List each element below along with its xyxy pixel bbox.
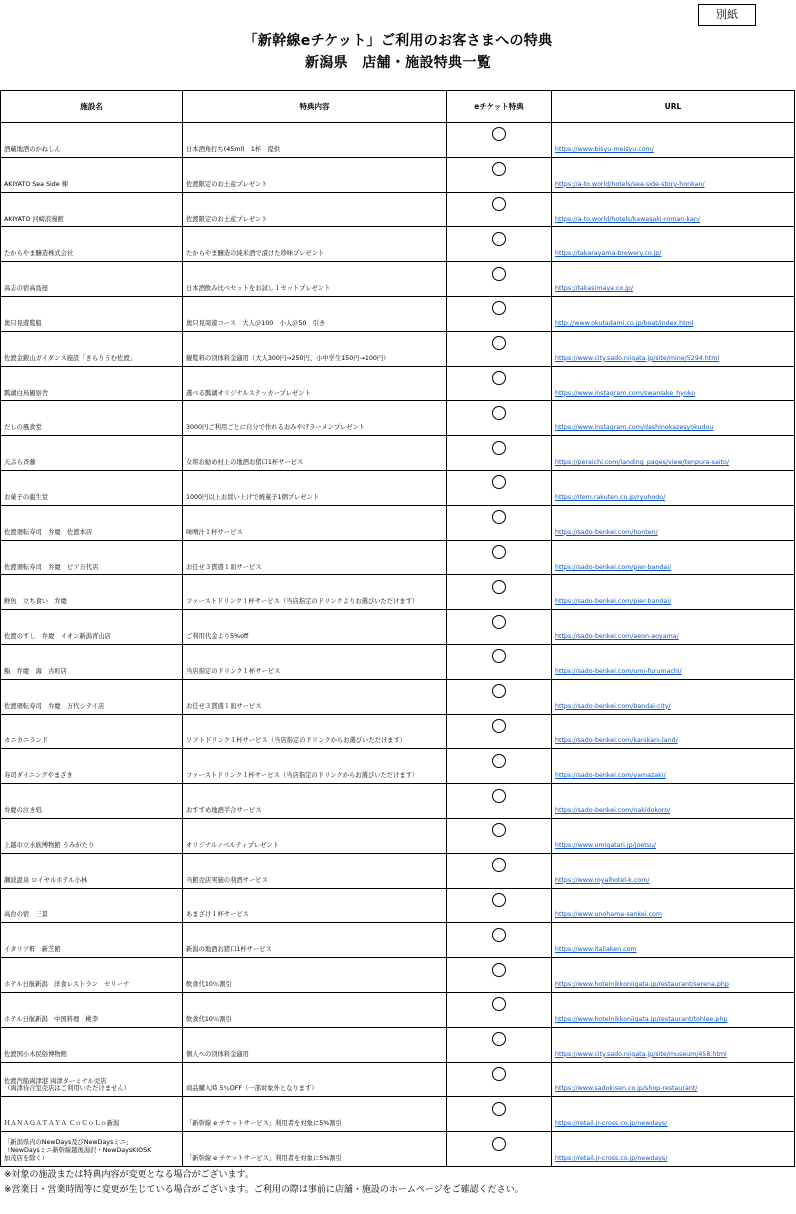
eticket-cell — [447, 853, 552, 888]
table-row — [1, 784, 795, 819]
table-row — [1, 1097, 795, 1132]
benefit-cell: 女将お勧め村上の地酒お猪口1杯サービス — [183, 436, 447, 471]
note-line: ※対象の施設または特典内容が変更となる場合がございます。 — [4, 1170, 254, 1180]
table-row — [1, 1027, 795, 1062]
table-row — [1, 679, 795, 714]
eticket-cell — [447, 714, 552, 749]
header-benefit: 特典内容 — [183, 91, 447, 123]
eticket-cell — [447, 958, 552, 993]
facility-cell: 瀬波温泉 ロイヤルホテル小林 — [1, 853, 183, 888]
eticket-cell — [447, 575, 552, 610]
facility-cell: 酒蔵地酒のかねしん — [1, 123, 183, 158]
benefit-cell: 「新幹線 e チケットサービス」利用者を対象に5%割引 — [183, 1097, 447, 1132]
eticket-cell — [447, 262, 552, 297]
benefit-cell: 「新幹線 e チケットサービス」利用者を対象に5%割引 — [183, 1132, 447, 1167]
url-link[interactable]: https://www.city.sado.niigata.jp/site/mine/5294.html — [552, 331, 795, 366]
facility-cell: 鮮魚 立ち食い 弁慶 — [1, 575, 183, 610]
benefit-cell: 飲食代10％割引 — [183, 958, 447, 993]
circle-mark-icon — [492, 545, 506, 559]
circle-mark-icon — [492, 510, 506, 524]
table-row — [1, 436, 795, 471]
circle-mark-icon — [492, 789, 506, 803]
circle-mark-icon — [492, 162, 506, 176]
url-link[interactable]: https://retail.jr-cross.co.jp/newdays/ — [552, 1097, 795, 1132]
url-link[interactable]: https://www.unohama-sankei.com — [552, 888, 795, 923]
table-row — [1, 401, 795, 436]
url-link[interactable]: https://www.royalhotel-k.com/ — [552, 853, 795, 888]
url-link[interactable]: https://retail.jr-cross.co.jp/newdays/ — [552, 1132, 795, 1167]
table-row — [1, 123, 795, 158]
facility-cell: 弁慶の泣き処 — [1, 784, 183, 819]
facility-cell: AKIYATO 河崎浪漫館 — [1, 192, 183, 227]
circle-mark-icon — [492, 754, 506, 768]
table-row — [1, 610, 795, 645]
facility-cell: ＨＡＮＡＧＡＴＡＹＡ ＣｏＣｏＬｏ新潟 — [1, 1097, 183, 1132]
table-row — [1, 366, 795, 401]
eticket-cell — [447, 679, 552, 714]
circle-mark-icon — [492, 997, 506, 1011]
table-row — [1, 575, 795, 610]
eticket-cell — [447, 1097, 552, 1132]
annex-badge: 別紙 — [698, 4, 756, 26]
circle-mark-icon — [492, 893, 506, 907]
benefit-cell: たからやま醸造の純米酒で漬けた珍味プレゼント — [183, 227, 447, 262]
eticket-cell — [447, 644, 552, 679]
circle-mark-icon — [492, 197, 506, 211]
benefit-cell: お任せ３貫盛１皿サービス — [183, 679, 447, 714]
benefit-cell: 当館売店実施の利酒サービス — [183, 853, 447, 888]
header-url: URL — [552, 91, 795, 123]
circle-mark-icon — [492, 406, 506, 420]
notes — [4, 1168, 524, 1198]
header-eticket: eチケット特典 — [447, 91, 552, 123]
eticket-cell — [447, 505, 552, 540]
table-row — [1, 331, 795, 366]
facility-cell: 「新潟県内のNewDays及びNewDaysミニ」 （NewDaysミニ新幹線越後湯沢・NewDaysKIOSK 加茂店を除く） — [1, 1132, 183, 1167]
table-row — [1, 227, 795, 262]
table-row — [1, 1132, 795, 1167]
benefits-table — [0, 90, 795, 1167]
facility-cell: 上越市立水族博物館 うみがたり — [1, 818, 183, 853]
table-row — [1, 714, 795, 749]
eticket-cell — [447, 749, 552, 784]
url-link[interactable]: https://sado-benkei.com/pier-bandai/ — [552, 540, 795, 575]
benefit-cell: 味噌汁１杯サービス — [183, 505, 447, 540]
circle-mark-icon — [492, 928, 506, 942]
table-row — [1, 505, 795, 540]
benefit-cell: 日本酒飲み比べセットをお試し１セットプレゼント — [183, 262, 447, 297]
eticket-cell — [447, 436, 552, 471]
table-row — [1, 644, 795, 679]
circle-mark-icon — [492, 475, 506, 489]
circle-mark-icon — [492, 1032, 506, 1046]
url-link[interactable]: https://www.instagram.com/swanlake_hyoko — [552, 366, 795, 401]
eticket-cell — [447, 540, 552, 575]
table-row — [1, 818, 795, 853]
circle-mark-icon — [492, 649, 506, 663]
eticket-cell — [447, 1062, 552, 1097]
benefit-cell: 飲食代10％割引 — [183, 992, 447, 1027]
url-link[interactable]: https://sado-benkei.com/honten/ — [552, 505, 795, 540]
facility-cell: 佐渡国小木民俗博物館 — [1, 1027, 183, 1062]
page-subtitle: 新潟県 店舗・施設特典一覧 — [305, 55, 491, 71]
facility-cell: 佐渡廻転寿司 弁慶 佐渡本店 — [1, 505, 183, 540]
circle-mark-icon — [492, 336, 506, 350]
eticket-cell — [447, 227, 552, 262]
circle-mark-icon — [492, 267, 506, 281]
circle-mark-icon — [492, 963, 506, 977]
facility-cell: 天ぷら斉藤 — [1, 436, 183, 471]
url-link[interactable]: https://sado-benkei.com/umi-furumachi/ — [552, 644, 795, 679]
circle-mark-icon — [492, 1102, 506, 1116]
eticket-cell — [447, 366, 552, 401]
eticket-cell — [447, 470, 552, 505]
table-row — [1, 958, 795, 993]
circle-mark-icon — [492, 301, 506, 315]
eticket-cell — [447, 296, 552, 331]
facility-cell: 高台の宿 三景 — [1, 888, 183, 923]
facility-cell: たからやま醸造株式会社 — [1, 227, 183, 262]
circle-mark-icon — [492, 823, 506, 837]
table-row — [1, 157, 795, 192]
facility-cell: カニカニランド — [1, 714, 183, 749]
benefit-cell: 選べる瓢湖オリジナルステッカープレゼント — [183, 366, 447, 401]
eticket-cell — [447, 610, 552, 645]
page-title: 「新幹線eチケット」ご利用のお客さまへの特典 — [243, 33, 553, 49]
benefit-cell: 観覧料の団体料金適用（大人300円→250円、小中学生150円→100円） — [183, 331, 447, 366]
circle-mark-icon — [492, 371, 506, 385]
header-facility: 施設名 — [1, 91, 183, 123]
facility-cell: イタリア軒 新芝館 — [1, 923, 183, 958]
url-link[interactable]: https://www.hotelnikkoniigata.jp/restaurant/tohlee.php — [552, 992, 795, 1027]
table-row — [1, 992, 795, 1027]
url-link[interactable]: https://item.rakuten.co.jp/ryuhodo/ — [552, 470, 795, 505]
benefit-cell: 個人への団体料金適用 — [183, 1027, 447, 1062]
table-row — [1, 749, 795, 784]
eticket-cell — [447, 123, 552, 158]
facility-cell: ホテル日航新潟 洋食レストラン セリーナ — [1, 958, 183, 993]
eticket-cell — [447, 157, 552, 192]
url-link[interactable]: https://takasimaya.co.jp/ — [552, 262, 795, 297]
circle-mark-icon — [492, 441, 506, 455]
benefit-cell: 1000円以上お買い上げで焼菓子1個プレゼント — [183, 470, 447, 505]
circle-mark-icon — [492, 232, 506, 246]
eticket-cell — [447, 992, 552, 1027]
benefit-cell: 当店指定のドリンク１杯サービス — [183, 644, 447, 679]
facility-cell: ホテル日航新潟 中国料理 桃李 — [1, 992, 183, 1027]
table-row — [1, 470, 795, 505]
benefit-cell: 日本酒角打ち(45ml) 1杯 提供 — [183, 123, 447, 158]
circle-mark-icon — [492, 684, 506, 698]
url-link[interactable]: https://sado-benkei.com/aeon-aoyama/ — [552, 610, 795, 645]
eticket-cell — [447, 923, 552, 958]
url-link[interactable]: https://www.instagram.com/dashinokazesyokudou — [552, 401, 795, 436]
circle-mark-icon — [492, 127, 506, 141]
benefit-cell: ファーストドリンク１杯サービス（当店指定のドリンクよりお選びいただけます） — [183, 575, 447, 610]
url-link[interactable]: https://peraichi.com/landing_pages/view/tenpura-saito/ — [552, 436, 795, 471]
benefit-cell: 商品購入時 5％OFF（一部対象外となります） — [183, 1062, 447, 1097]
facility-cell: 瓢湖白鳥観察舎 — [1, 366, 183, 401]
benefit-cell: お任せ３貫盛１皿サービス — [183, 540, 447, 575]
url-link[interactable]: https://takarayama-brewery.co.jp/ — [552, 227, 795, 262]
url-link[interactable]: https://sado-benkei.com/nakidokoro/ — [552, 784, 795, 819]
benefit-cell: あまざけ１杯サービス — [183, 888, 447, 923]
url-link[interactable]: https://www.italiaken.com — [552, 923, 795, 958]
url-link[interactable]: https://sado-benkei.com/yamazaki/ — [552, 749, 795, 784]
table-row — [1, 540, 795, 575]
eticket-cell — [447, 1027, 552, 1062]
benefit-cell: オリジナルノベルティプレゼント — [183, 818, 447, 853]
table-row — [1, 853, 795, 888]
circle-mark-icon — [492, 580, 506, 594]
facility-cell: 佐渡廻転寿司 弁慶 ピア万代店 — [1, 540, 183, 575]
url-link[interactable]: https://www.hotelnikkoniigata.jp/restaurant/serena.php — [552, 958, 795, 993]
eticket-cell — [447, 1132, 552, 1167]
circle-mark-icon — [492, 858, 506, 872]
facility-cell: 佐渡のすし 弁慶 イオン新潟青山店 — [1, 610, 183, 645]
facility-cell: 寿司ダイニングやまざき — [1, 749, 183, 784]
circle-mark-icon — [492, 1137, 506, 1151]
eticket-cell — [447, 784, 552, 819]
benefit-cell: 佐渡限定のお土産プレゼント — [183, 157, 447, 192]
benefit-cell: ファーストドリンク１杯サービス（当店指定のドリンクからお選びいただけます） — [183, 749, 447, 784]
table-header-row — [1, 91, 795, 123]
circle-mark-icon — [492, 615, 506, 629]
url-link[interactable]: https://www.bisyu-meisyu.com/ — [552, 123, 795, 158]
facility-cell: 佐渡廻転寿司 弁慶 万代シテイ店 — [1, 679, 183, 714]
table-body — [1, 123, 795, 1167]
eticket-cell — [447, 401, 552, 436]
eticket-cell — [447, 818, 552, 853]
url-link[interactable]: https://sado-benkei.com/pier-bandai/ — [552, 575, 795, 610]
facility-cell: 高志の宿高島屋 — [1, 262, 183, 297]
facility-cell: 佐渡金銀山ガイダンス施設「きらりうむ佐渡」 — [1, 331, 183, 366]
benefit-cell: ソフトドリンク１杯サービス（当店指定のドリンクからお選びいただけます） — [183, 714, 447, 749]
eticket-cell — [447, 192, 552, 227]
facility-cell: 佐渡汽船両津港 両津ターミナル売店 （両津待合室売店はご利用いただけません） — [1, 1062, 183, 1097]
url-link[interactable]: https://a-to.world/hotels/kawasaki-roman-kan/ — [552, 192, 795, 227]
facility-cell: 鮨 弁慶 海 古町店 — [1, 644, 183, 679]
benefit-cell: 佐渡限定のお土産プレゼント — [183, 192, 447, 227]
table-row — [1, 923, 795, 958]
table-row — [1, 262, 795, 297]
benefit-cell: おすすめ地酒半合サービス — [183, 784, 447, 819]
url-link[interactable]: https://a-to.world/hotels/sea-side-story-honkan/ — [552, 157, 795, 192]
table-row — [1, 192, 795, 227]
circle-mark-icon — [492, 1067, 506, 1081]
circle-mark-icon — [492, 719, 506, 733]
eticket-cell — [447, 888, 552, 923]
table-row — [1, 888, 795, 923]
note-line: ※営業日・営業時間等に変更が生じている場合がございます。ご利用の際は事前に店舗・施設のホームページをご確認ください。 — [4, 1185, 524, 1195]
benefit-cell: 新潟の地酒お猪口1杯サービス — [183, 923, 447, 958]
facility-cell: 奥只見遊覧船 — [1, 296, 183, 331]
table-row — [1, 1062, 795, 1097]
facility-cell: AKIYATO Sea Side 棟 — [1, 157, 183, 192]
url-link[interactable]: https://www.umigatari.jp/joetsu/ — [552, 818, 795, 853]
url-link[interactable]: https://www.sadokisen.co.jp/shop-restaurant/ — [552, 1062, 795, 1097]
facility-cell: お菓子の龍生堂 — [1, 470, 183, 505]
url-link[interactable]: https://sado-benkei.com/bandai-city/ — [552, 679, 795, 714]
url-link[interactable]: https://www.city.sado.niigata.jp/site/museum/458.html — [552, 1027, 795, 1062]
url-link[interactable]: https://sado-benkei.com/kanikani-land/ — [552, 714, 795, 749]
url-link[interactable]: http://www.okutadami.co.jp/boat/index.html — [552, 296, 795, 331]
table-row — [1, 296, 795, 331]
eticket-cell — [447, 331, 552, 366]
benefit-cell: 奥只見周遊コース 大人＠100 小人＠50 引き — [183, 296, 447, 331]
facility-cell: だしの風食堂 — [1, 401, 183, 436]
benefit-cell: ご利用代金より5%off — [183, 610, 447, 645]
benefit-cell: 3000円ご利用ごとに自分で作れるおみやげラーメンプレゼント — [183, 401, 447, 436]
